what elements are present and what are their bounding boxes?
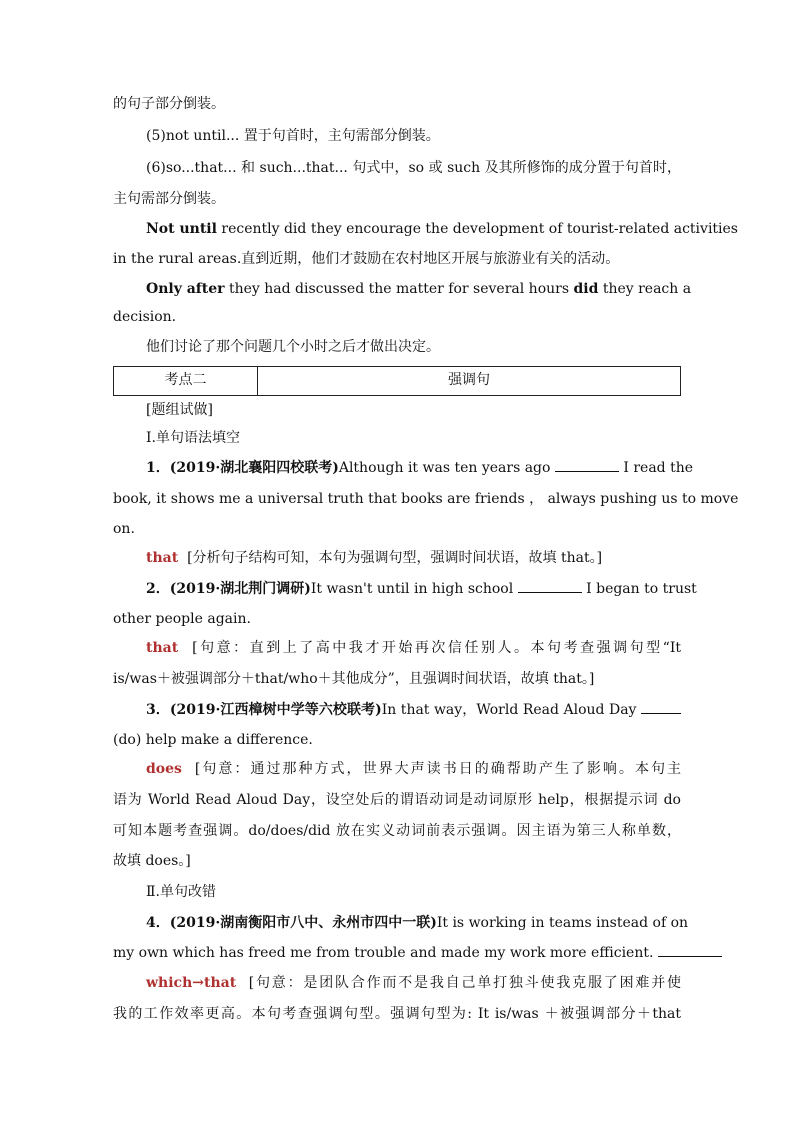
question-source: (2019·湖北荆门调研) (169, 581, 311, 597)
question-number: 2． (146, 581, 170, 597)
question-1-line2: book, it shows me a universal truth that books are friends ， always pushing us to move (113, 491, 739, 507)
example-1-text: recently did they encourage the development of tourist-related activities (216, 221, 738, 237)
explanation: [分析句子结构可知，本句为强调句型，强调时间状语，故填 that。] (187, 550, 603, 566)
example-1-line2: in the rural areas.直到近期，他们才鼓励在农村地区开展与旅游业有关的活动。 (113, 251, 620, 267)
rule-5: (5)not until... 置于句首时，主句需部分倒装。 (146, 128, 440, 144)
question-4-line1: 4．(2019·湖南衡阳市八中、永州市四中一联)It is working in teams instead of on (146, 915, 689, 931)
explanation: [句意：直到上了高中我才开始再次信任别人。本句考查强调句型“It (192, 640, 681, 656)
answer-3-line3: 可知本题考查强调。do/does/did 放在实义动词前表示强调。因主语为第三人称单数， (113, 823, 681, 839)
answer-3-line1 (146, 754, 681, 784)
rule-6-line2: 主句需部分倒装。 (113, 191, 225, 207)
question-source: (2019·江西樟树中学等六校联考) (169, 702, 382, 718)
question-1-line1: 1．(2019·湖北襄阳四校联考)Although it was ten years ago I read the (146, 453, 681, 483)
question-source: (2019·湖北襄阳四校联考) (169, 460, 339, 476)
part-2-heading: Ⅱ.单句改错 (146, 884, 216, 900)
answer-blank (518, 576, 582, 593)
explanation: [句意：是团队合作而不是我自己单打独斗使我克服了困难并使 (248, 975, 681, 991)
topic-table (113, 366, 681, 396)
answer-blank (555, 455, 619, 472)
example-1-keyword: Not until (146, 221, 217, 237)
question-3-line1: 3．(2019·江西樟树中学等六校联考)In that way，World Read Aloud Day (146, 695, 681, 725)
question-1-line3: on. (113, 521, 135, 537)
example-2-line2: decision. (113, 309, 177, 325)
answer-blank (658, 940, 722, 957)
example-2-translation: 他们讨论了那个问题几个小时之后才做出决定。 (146, 339, 440, 355)
question-number: 4． (146, 915, 170, 931)
question-2-line2: other people again. (113, 611, 251, 627)
answer-key: that (146, 550, 179, 566)
answer-blank (641, 697, 681, 714)
answer-4-line2: 我的工作效率更高。本句考查强调句型。强调句型为: It is/was ＋被强调部分＋that (113, 1006, 681, 1022)
part-1-heading: Ⅰ.单句语法填空 (146, 430, 240, 446)
question-2-line1: 2．(2019·湖北荆门调研)It wasn't until in high school I began to trust (146, 574, 681, 604)
example-2-line1 (146, 274, 692, 304)
explanation: [句意：通过那种方式，世界大声读书日的确帮助产生了影响。本句主 (194, 761, 681, 777)
topic-title: 强调句 (448, 372, 490, 388)
question-source: (2019·湖南衡阳市八中、永州市四中一联) (169, 915, 437, 931)
answer-key: does (146, 761, 182, 777)
example-2-text: they had discussed the matter for several hours (224, 281, 574, 297)
example-2-keyword: Only after (146, 281, 225, 297)
example-1-line1 (146, 214, 738, 244)
answer-2-line1 (146, 633, 681, 663)
example-2-verb: did (573, 281, 599, 297)
answer-3-line4: 故填 does。] (113, 853, 191, 869)
topic-number: 考点二 (114, 367, 258, 395)
example-2-end: they reach a (598, 281, 692, 297)
answer-key: which→that (146, 975, 237, 991)
answer-1 (146, 543, 681, 573)
rule-6-line1: (6)so...that... 和 such...that... 句式中，so 或 such 及其所修饰的成分置于句首时， (146, 160, 681, 176)
question-number: 3． (146, 702, 170, 718)
answer-key: that (146, 640, 179, 656)
question-number: 1． (146, 460, 170, 476)
question-4-line2: my own which has freed me from trouble and made my work more efficient. (113, 938, 681, 968)
answer-4-line1 (146, 968, 681, 998)
answer-3-line2: 语为 World Read Aloud Day，设空处后的谓语动词是动词原形 help，根据提示词 do (113, 792, 681, 808)
intro-line: 的句子部分倒装。 (113, 96, 225, 112)
section-heading: [题组试做] (146, 402, 213, 418)
answer-2-line2: is/was＋被强调部分＋that/who＋其他成分”，且强调时间状语，故填 that。] (113, 671, 595, 687)
question-3-line2: (do) help make a difference. (113, 732, 313, 748)
